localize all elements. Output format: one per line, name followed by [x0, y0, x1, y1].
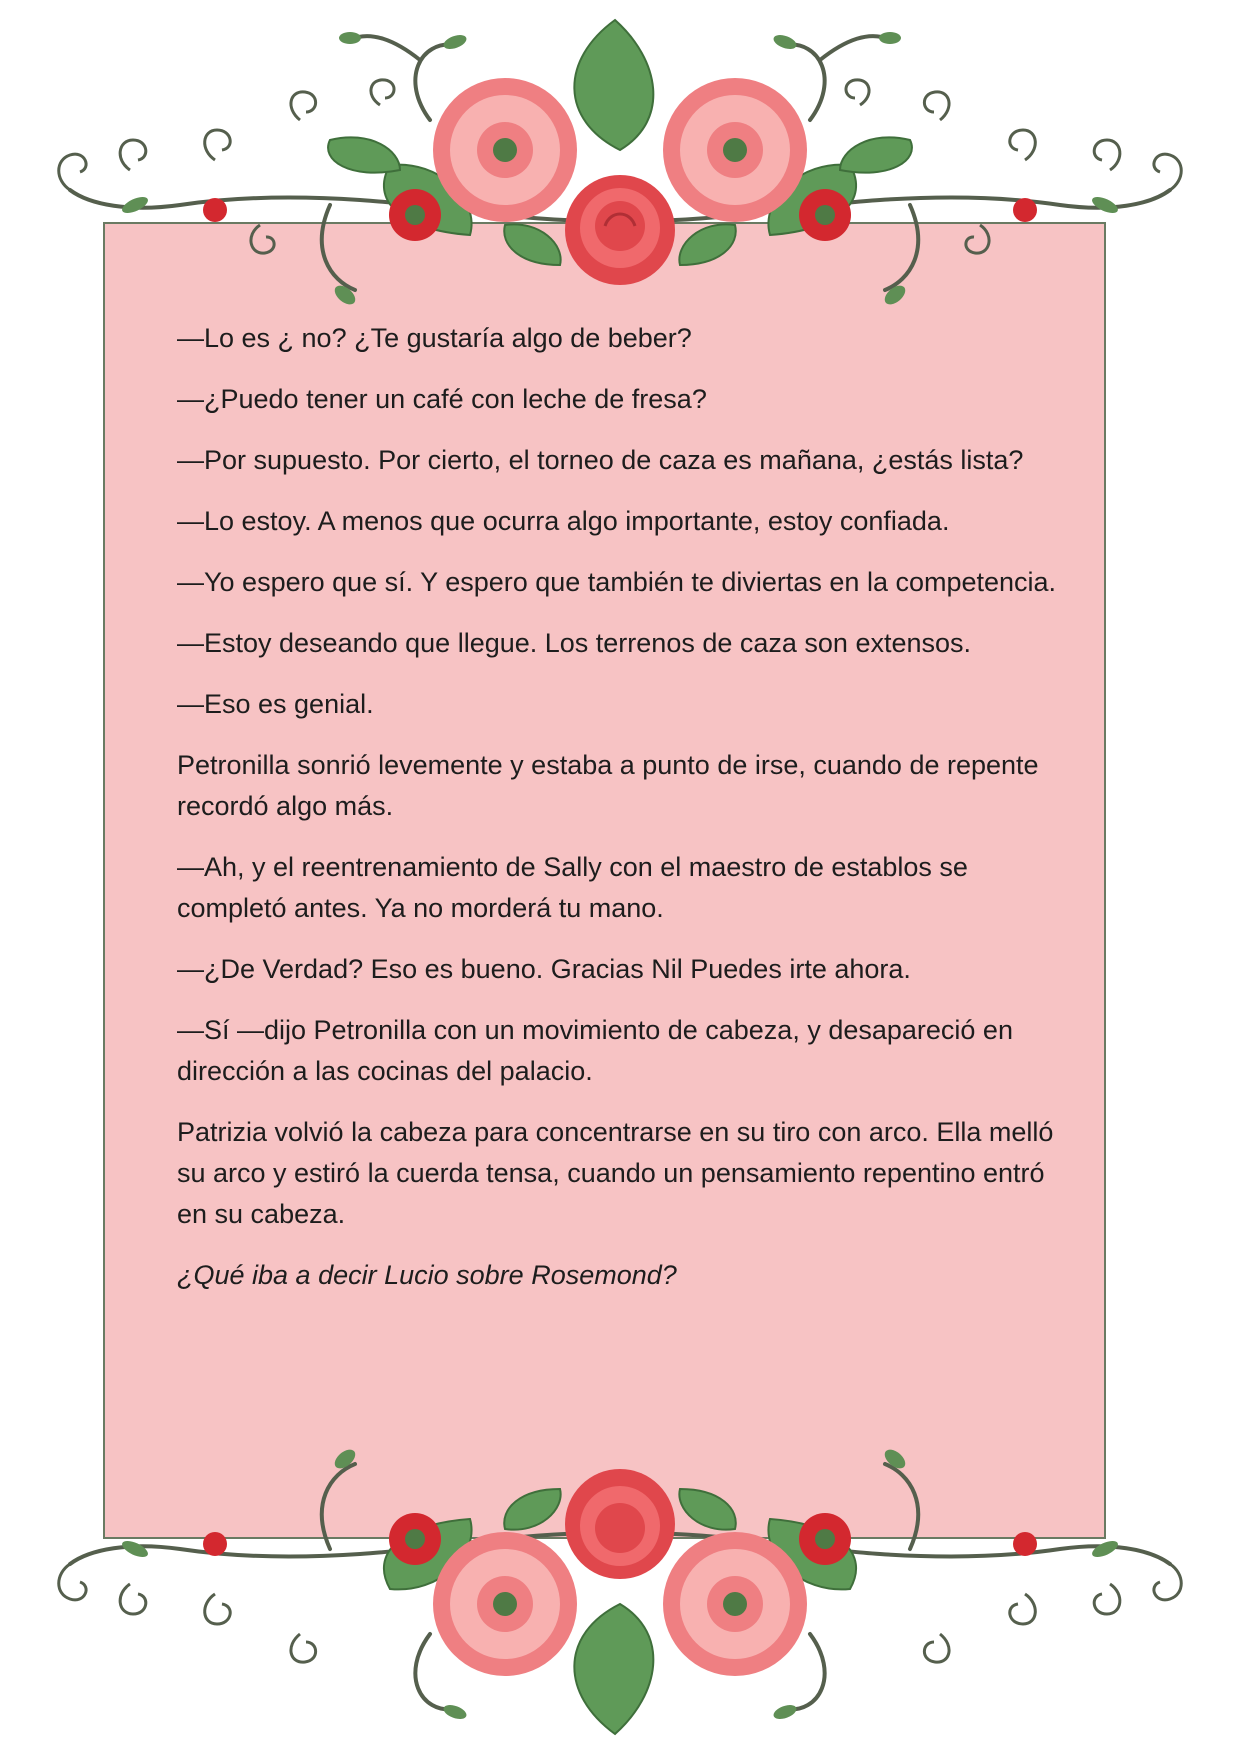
italic-thought: ¿Qué iba a decir Lucio sobre Rosemond?: [177, 1260, 677, 1290]
paragraph: Petronilla sonrió levemente y estaba a punto de irse, cuando de repente recordó algo más.: [177, 750, 1039, 821]
floral-ornament-top: [0, 0, 1240, 340]
paragraph: —Yo espero que sí. Y espero que también te diviertas en la competencia.: [177, 567, 1057, 597]
paragraph: —Sí —dijo Petronilla con un movimiento de cabeza, y desapareció en dirección a las cocinas del palacio.: [177, 1015, 1013, 1086]
floral-ornament-bottom: [0, 1414, 1240, 1754]
paragraph: —Por supuesto. Por cierto, el torneo de caza es mañana, ¿estás lista?: [177, 445, 1024, 475]
paragraph: —¿De Verdad? Eso es bueno. Gracias Nil Puedes irte ahora.: [177, 954, 911, 984]
paragraph: —Lo es ¿ no? ¿Te gustaría algo de beber?: [177, 323, 692, 353]
paragraph: —¿Puedo tener un café con leche de fresa?: [177, 384, 707, 414]
passage-text: [177, 318, 1077, 1316]
paragraph: —Eso es genial.: [177, 689, 374, 719]
paragraph: —Estoy deseando que llegue. Los terrenos de caza son extensos.: [177, 628, 972, 658]
paragraph: —Lo estoy. A menos que ocurra algo importante, estoy confiada.: [177, 506, 950, 536]
paragraph: Patrizia volvió la cabeza para concentrarse en su tiro con arco. Ella melló su arco y estiró la cuerda tensa, cuando un pensamiento repentino entró en su cabeza.: [177, 1117, 1054, 1229]
paragraph: —Ah, y el reentrenamiento de Sally con el maestro de establos se completó antes. Ya no morderá tu mano.: [177, 852, 968, 923]
